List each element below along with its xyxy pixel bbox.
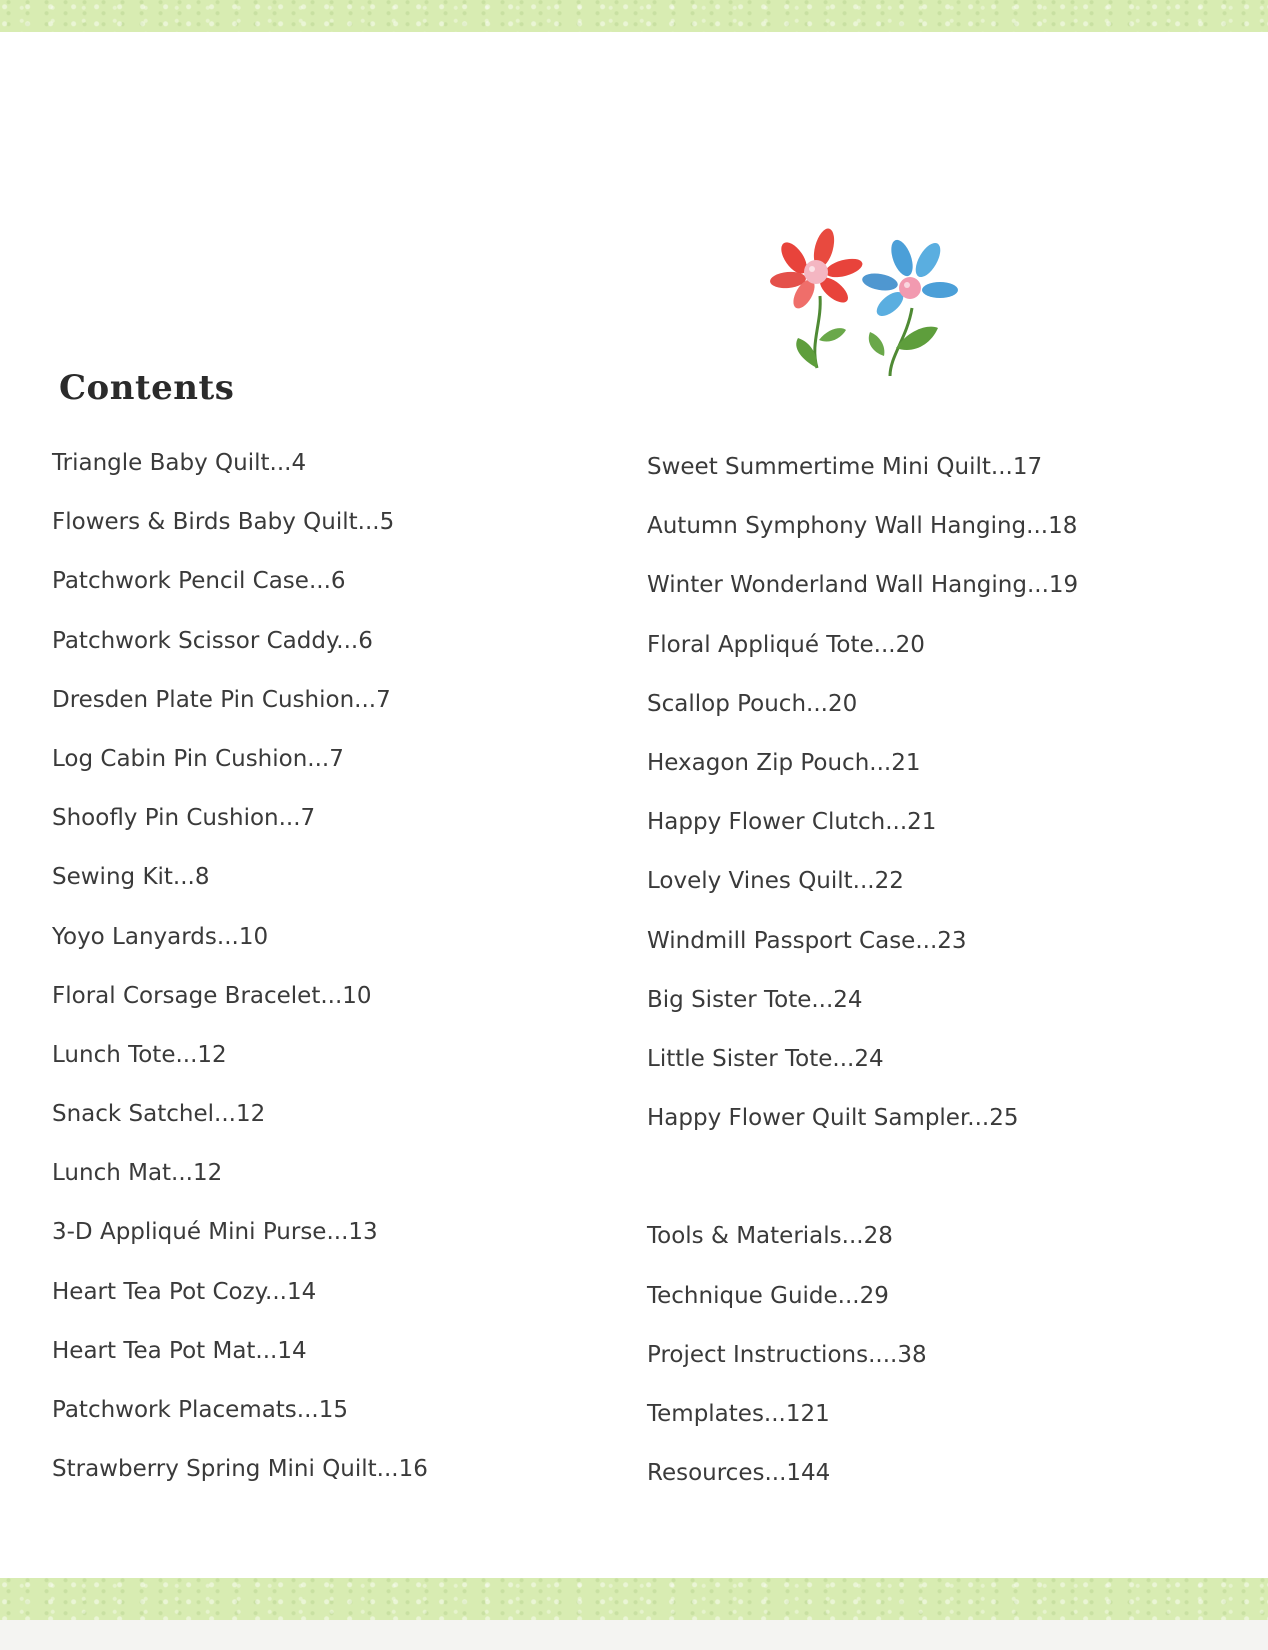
toc-entry: Hexagon Zip Pouch...21 (647, 749, 921, 776)
toc-entry: Autumn Symphony Wall Hanging...18 (647, 513, 1078, 540)
toc-entry: Winter Wonderland Wall Hanging...19 (647, 572, 1079, 599)
top-border-band (0, 0, 1268, 32)
toc-entry: Lovely Vines Quilt...22 (647, 868, 904, 895)
toc-entry: Scallop Pouch...20 (647, 690, 858, 717)
page-title: Contents (59, 368, 235, 408)
toc-entry: Resources...144 (647, 1460, 831, 1487)
toc-right-column (647, 452, 1078, 1517)
toc-entry: Dresden Plate Pin Cushion...7 (52, 686, 391, 713)
toc-entry: Strawberry Spring Mini Quilt...16 (52, 1456, 428, 1483)
bottom-border-band (0, 1578, 1268, 1620)
toc-entry: Sewing Kit...8 (52, 864, 210, 891)
toc-entry: Flowers & Birds Baby Quilt...5 (52, 509, 395, 536)
flowers-icon (762, 228, 982, 398)
toc-entry: Big Sister Tote...24 (647, 986, 863, 1013)
blue-flower (861, 237, 958, 376)
toc-entry: Shoofly Pin Cushion...7 (52, 805, 316, 832)
toc-entry: Snack Satchel...12 (52, 1101, 266, 1128)
toc-entry: Project Instructions....38 (647, 1341, 927, 1368)
toc-entry: Little Sister Tote...24 (647, 1045, 884, 1072)
toc-entry: Patchwork Pencil Case...6 (52, 568, 346, 595)
toc-entry: Log Cabin Pin Cushion...7 (52, 745, 344, 772)
toc-entry: 3-D Appliqué Mini Purse...13 (52, 1219, 378, 1246)
red-flower (769, 228, 864, 368)
toc-left-column (52, 448, 428, 1513)
toc-entry: Tools & Materials...28 (647, 1223, 893, 1250)
toc-entry: Templates...121 (647, 1401, 830, 1427)
toc-entry: Triangle Baby Quilt...4 (52, 450, 307, 476)
toc-spacer (647, 1162, 1078, 1221)
toc-entry: Happy Flower Clutch...21 (647, 809, 937, 836)
toc-entry: Lunch Tote...12 (52, 1041, 227, 1068)
toc-entry: Patchwork Placemats...15 (52, 1397, 348, 1423)
toc-entry: Happy Flower Quilt Sampler...25 (647, 1105, 1019, 1132)
toc-entry: Heart Tea Pot Cozy...14 (52, 1278, 317, 1305)
toc-entry: Windmill Passport Case...23 (647, 927, 967, 954)
toc-entry: Technique Guide...29 (647, 1282, 889, 1309)
toc-entry: Patchwork Scissor Caddy...6 (52, 627, 373, 654)
toc-entry: Floral Appliqué Tote...20 (647, 631, 925, 658)
toc-entry: Heart Tea Pot Mat...14 (52, 1337, 307, 1364)
toc-entry: Floral Corsage Bracelet...10 (52, 982, 372, 1009)
toc-entry: Sweet Summertime Mini Quilt...17 (647, 454, 1043, 480)
toc-entry: Yoyo Lanyards...10 (52, 923, 269, 950)
toc-entry: Lunch Mat...12 (52, 1160, 223, 1187)
